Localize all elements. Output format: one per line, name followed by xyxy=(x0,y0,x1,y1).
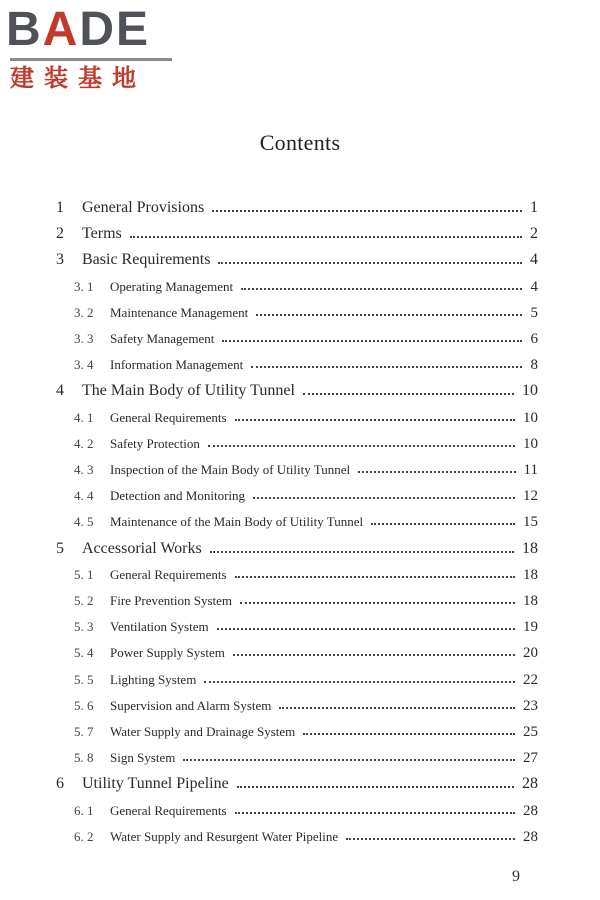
toc-entry-page: 6 xyxy=(530,331,538,347)
toc-entry[interactable] xyxy=(0,801,600,827)
toc-entry[interactable] xyxy=(0,198,600,224)
toc-entry[interactable] xyxy=(0,434,600,460)
toc-entry-title: General Requirements xyxy=(110,802,227,818)
toc-entry-page: 4 xyxy=(530,278,538,295)
toc-entry-page: 19 xyxy=(523,619,538,636)
toc-entry[interactable] xyxy=(0,460,600,486)
toc-entry[interactable] xyxy=(0,224,600,250)
toc-entry[interactable] xyxy=(0,250,600,276)
toc-entry-page: 18 xyxy=(522,539,538,557)
toc-entry-title: Lighting System xyxy=(110,671,197,687)
toc-entry[interactable] xyxy=(0,748,600,774)
toc-dot-leader xyxy=(256,303,522,316)
toc-entry-page: 2 xyxy=(530,225,538,243)
toc-entry-page: 28 xyxy=(523,802,538,819)
logo-letters-de: DE xyxy=(79,3,151,56)
toc-entry[interactable] xyxy=(0,355,600,381)
toc-entry-page: 15 xyxy=(523,514,538,531)
toc-entry-page: 5 xyxy=(530,304,538,321)
toc-dot-leader xyxy=(204,670,515,683)
toc-entry-title: Water Supply and Resurgent Water Pipeline xyxy=(110,828,339,844)
logo-letter-a: A xyxy=(42,3,80,56)
toc-entry-title: Sign System xyxy=(110,750,176,766)
toc-dot-leader xyxy=(279,696,515,709)
toc-entry-number: 4 xyxy=(56,382,64,400)
toc-entry-number: 4. 1 xyxy=(74,409,94,425)
toc-entry-number: 2 xyxy=(56,225,64,243)
toc-dot-leader xyxy=(218,250,522,264)
toc-entry-number: 5. 8 xyxy=(74,750,94,766)
toc-dot-leader xyxy=(253,486,515,499)
toc-entry-page: 22 xyxy=(523,671,538,688)
toc-dot-leader xyxy=(358,460,516,473)
toc-dot-leader xyxy=(212,198,522,212)
toc-entry[interactable] xyxy=(0,408,600,434)
toc-entry[interactable] xyxy=(0,512,600,538)
toc-entry-title: Operating Management xyxy=(110,278,234,294)
page-number: 9 xyxy=(512,868,520,885)
toc-entry-title: The Main Body of Utility Tunnel xyxy=(82,382,295,400)
toc-entry-page: 8 xyxy=(530,357,538,374)
toc-entry[interactable] xyxy=(0,277,600,303)
toc-dot-leader xyxy=(208,434,515,447)
toc-dot-leader xyxy=(235,565,515,578)
toc-entry-page: 10 xyxy=(523,409,538,426)
toc-entry[interactable] xyxy=(0,565,600,591)
toc-entry-title: Basic Requirements xyxy=(82,251,211,269)
toc-dot-leader xyxy=(222,329,522,342)
toc-entry-number: 6. 2 xyxy=(74,828,94,844)
toc-entry-title: Power Supply System xyxy=(110,645,225,661)
toc-entry-title: Information Management xyxy=(110,357,244,373)
toc-entry-page: 4 xyxy=(530,251,538,269)
toc-entry-title: Fire Prevention System xyxy=(110,593,233,608)
toc-entry-title: Ventilation System xyxy=(110,619,209,635)
toc-entry[interactable] xyxy=(0,539,600,565)
toc-entry-number: 6 xyxy=(56,775,64,793)
toc-entry-number: 3. 4 xyxy=(74,357,94,373)
toc-dot-leader xyxy=(303,381,514,395)
toc-entry-number: 5. 1 xyxy=(74,566,94,582)
toc-entry-title: Terms xyxy=(82,225,122,243)
toc-entry-number: 1 xyxy=(56,199,64,216)
toc-dot-leader xyxy=(235,801,515,814)
toc-entry-number: 4. 3 xyxy=(74,462,94,477)
toc-entry-number: 4. 2 xyxy=(74,435,94,451)
toc-entry-title: General Requirements xyxy=(110,566,227,582)
toc-entry-page: 1 xyxy=(530,199,538,216)
toc-entry[interactable] xyxy=(0,643,600,669)
toc-entry-page: 18 xyxy=(523,593,538,609)
toc-entry-number: 5. 6 xyxy=(74,697,94,713)
toc-entry-number: 3 xyxy=(56,251,64,269)
toc-entry[interactable] xyxy=(0,591,600,617)
toc-dot-leader xyxy=(233,643,515,656)
toc-dot-leader xyxy=(217,617,515,630)
toc-entry-number: 4. 4 xyxy=(74,488,94,504)
toc-entry-number: 3. 3 xyxy=(74,331,94,346)
toc-entry-page: 10 xyxy=(522,382,538,400)
toc-entry-number: 5. 2 xyxy=(74,593,94,608)
toc-entry-number: 4. 5 xyxy=(74,514,94,530)
logo-chinese-text: 建装基地 xyxy=(10,64,146,92)
toc-entry-title: Safety Protection xyxy=(110,435,200,451)
toc-dot-leader xyxy=(303,722,515,735)
toc-entry-title: Inspection of the Main Body of Utility Tunnel xyxy=(110,462,351,477)
toc-entry-number: 5. 7 xyxy=(74,724,94,739)
toc-dot-leader xyxy=(237,774,514,788)
toc-entry-page: 28 xyxy=(522,775,538,793)
toc-entry-page: 25 xyxy=(523,724,538,740)
toc-entry-number: 3. 2 xyxy=(74,304,94,320)
toc-entry-page: 18 xyxy=(523,566,538,583)
toc-dot-leader xyxy=(235,408,515,421)
toc-entry[interactable] xyxy=(0,381,600,407)
toc-entry-page: 27 xyxy=(523,750,538,767)
toc-dot-leader xyxy=(240,591,515,604)
toc-entry[interactable] xyxy=(0,670,600,696)
toc-entry-page: 12 xyxy=(523,488,538,505)
toc-entry-page: 20 xyxy=(523,645,538,662)
toc-entry-page: 23 xyxy=(523,697,538,714)
toc-entry-title: Utility Tunnel Pipeline xyxy=(82,775,229,793)
toc-entry-title: Accessorial Works xyxy=(82,539,202,557)
toc-entry-number: 6. 1 xyxy=(74,802,94,818)
logo-divider xyxy=(10,58,172,61)
logo-letter-b: B xyxy=(6,3,43,56)
toc-entry-page: 11 xyxy=(523,462,538,478)
toc-entry[interactable] xyxy=(0,617,600,643)
toc-entry-number: 3. 1 xyxy=(74,278,94,294)
toc-entry-number: 5. 3 xyxy=(74,619,94,635)
toc-entry[interactable] xyxy=(0,722,600,748)
toc-entry[interactable] xyxy=(0,329,600,355)
toc-entry-title: Water Supply and Drainage System xyxy=(110,724,296,739)
toc-entry[interactable] xyxy=(0,486,600,512)
toc-dot-leader xyxy=(130,224,522,238)
toc-entry-title: Supervision and Alarm System xyxy=(110,697,272,713)
toc-entry[interactable] xyxy=(0,774,600,800)
toc-entry-number: 5 xyxy=(56,539,64,557)
toc-entry[interactable] xyxy=(0,696,600,722)
toc-dot-leader xyxy=(210,539,514,553)
toc-entry-title: Maintenance of the Main Body of Utility Tunnel xyxy=(110,514,364,530)
toc-entry[interactable] xyxy=(0,827,600,853)
toc-dot-leader xyxy=(251,355,522,368)
page-title: Contents xyxy=(259,130,341,155)
bade-logo xyxy=(6,3,176,96)
toc-entry-title: Maintenance Management xyxy=(110,304,249,320)
logo-wordmark xyxy=(6,3,151,56)
toc-dot-leader xyxy=(183,748,515,761)
toc-entry-page: 28 xyxy=(523,828,538,845)
toc-entry-number: 5. 4 xyxy=(74,645,94,661)
toc-entry-title: Detection and Monitoring xyxy=(110,488,246,504)
toc-entry-number: 5. 5 xyxy=(74,671,94,687)
toc-entry[interactable] xyxy=(0,303,600,329)
toc-dot-leader xyxy=(346,827,515,840)
toc-entry-page: 10 xyxy=(523,435,538,452)
toc-entry-title: General Provisions xyxy=(82,199,205,216)
toc-entry-title: Safety Management xyxy=(110,331,215,346)
toc-dot-leader xyxy=(371,512,515,525)
toc-entry-title: General Requirements xyxy=(110,409,227,425)
toc-dot-leader xyxy=(241,277,522,290)
